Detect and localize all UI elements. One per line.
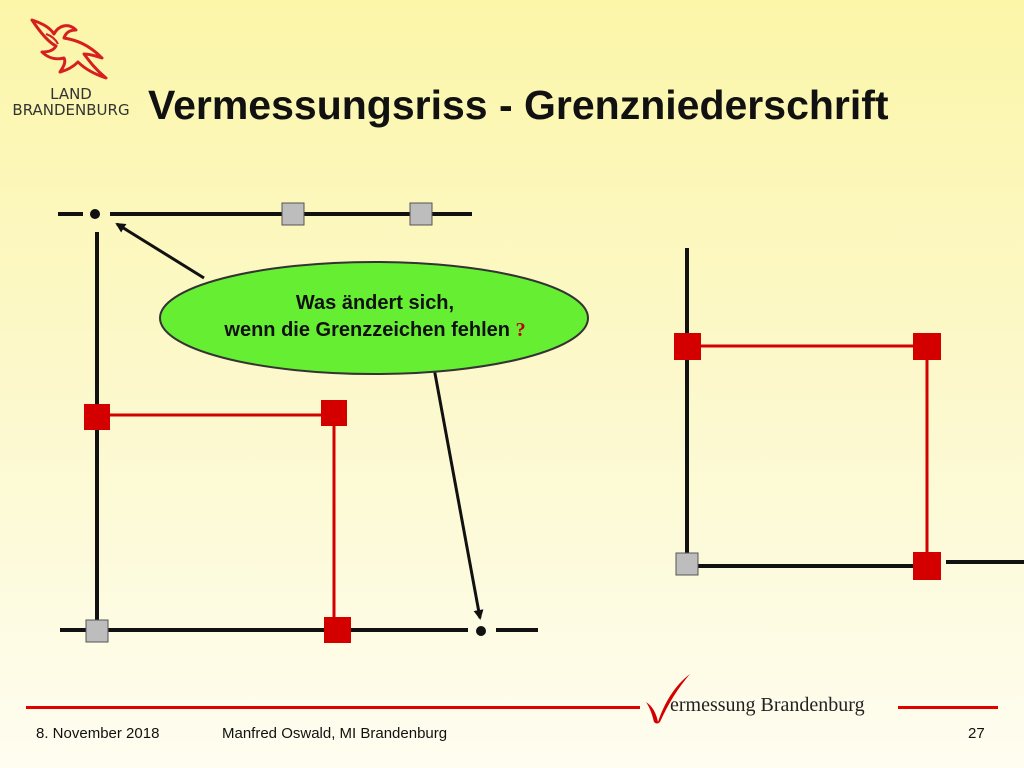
callout-arrow: [434, 368, 480, 618]
slide-title: Vermessungsriss - Grenzniederschrift: [148, 82, 889, 128]
grey-boundary-marker: [282, 203, 304, 225]
grey-boundary-marker: [676, 553, 698, 575]
red-boundary-marker: [913, 333, 941, 360]
logo-line-1: LAND: [50, 85, 92, 103]
callout-text: [160, 290, 590, 344]
red-boundary-marker: [913, 552, 941, 580]
page-number: 27: [968, 725, 985, 742]
footer-date: 8. November 2018: [36, 725, 160, 742]
callout-line-1: Was ändert sich,: [295, 292, 455, 314]
logo-line-2: BRANDENBURG: [12, 101, 130, 119]
red-boundary-marker: [324, 617, 351, 643]
boundary-point-dot: [90, 209, 100, 219]
footer-rule-right: [898, 706, 998, 709]
footer-rule-left: [26, 706, 640, 709]
red-boundary-marker: [84, 404, 110, 430]
red-boundary-marker: [321, 400, 347, 426]
callout-line-2-text: wenn die Grenzzeichen fehlen: [224, 319, 511, 341]
brand-text: ermessung Brandenburg: [670, 694, 865, 716]
callout-line-2: [160, 317, 590, 344]
grey-boundary-marker: [86, 620, 108, 642]
question-mark: ?: [515, 319, 526, 341]
callout-arrow: [117, 224, 204, 278]
footer-author: Manfred Oswald, MI Brandenburg: [222, 725, 448, 742]
grey-boundary-marker: [410, 203, 432, 225]
vermessung-brandenburg-brand: [642, 668, 902, 728]
boundary-point-dot: [476, 626, 486, 636]
right-figure: [674, 248, 1024, 580]
red-boundary-marker: [674, 333, 701, 360]
